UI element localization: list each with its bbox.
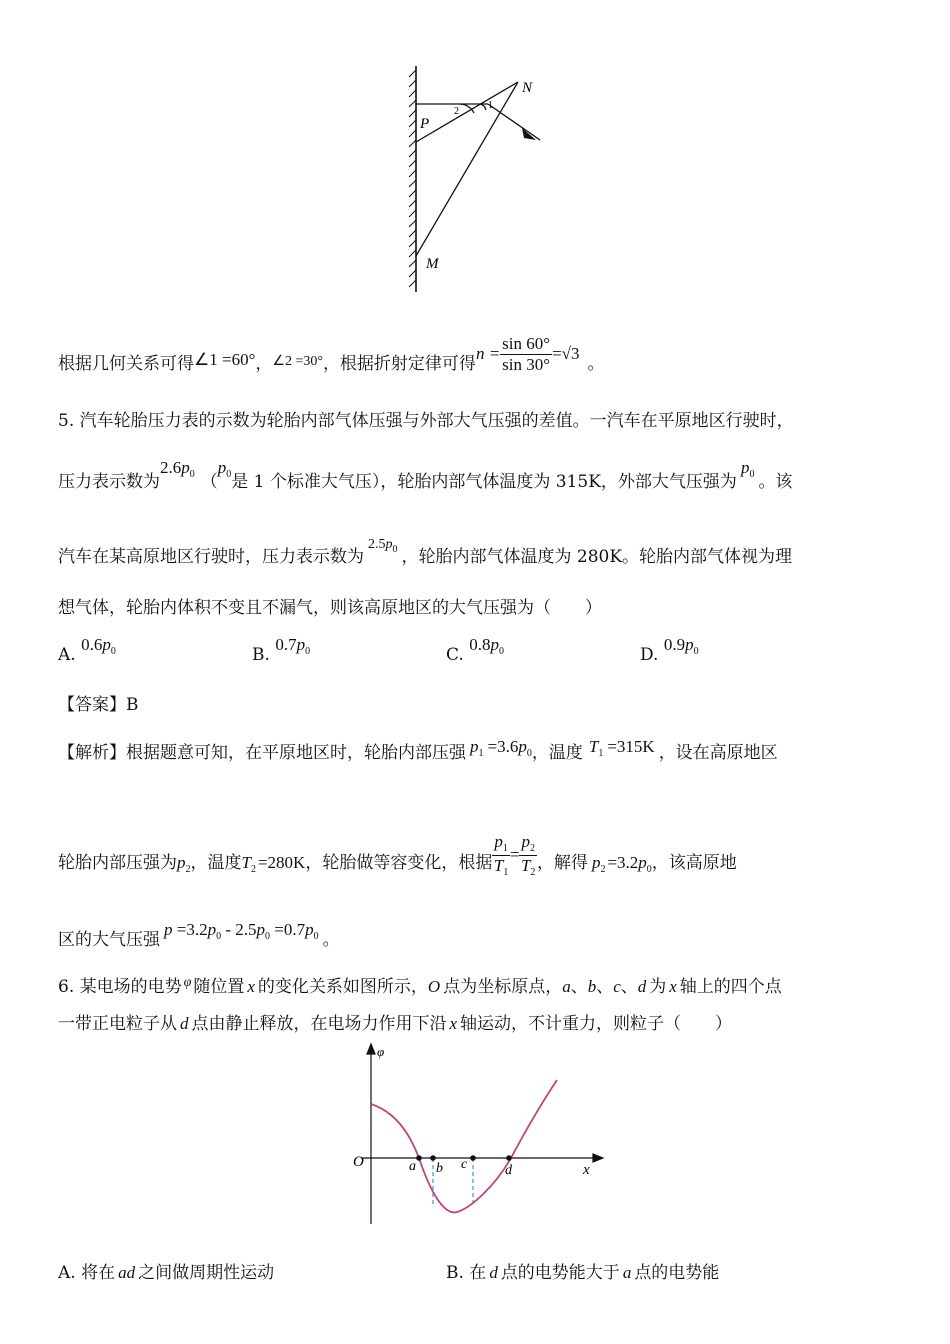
q5-option-c[interactable]: C. $0.8p_0$ (446, 635, 504, 665)
q6-option-b[interactable]: B. 在 d 点的电势能大于 a 点的电势能 (446, 1263, 720, 1283)
label-P: P (420, 116, 430, 132)
q6-line2: 一带正电粒子从 d 点由静止释放，在电场力作用下沿 x 轴运动，不计重力，则粒子（ ） (58, 1014, 733, 1034)
label-O: O (353, 1154, 364, 1170)
pressure-ratio-fraction: $\frac{p_1}{T_1}$ (493, 832, 509, 878)
label-N: N (522, 80, 533, 96)
label-M: M (426, 256, 439, 272)
label-x: x (583, 1162, 590, 1178)
potential-curve (371, 1080, 557, 1212)
analysis-line3: 区的大气压强$p =3.2p_0 - 2.5p_0 =0.7p_0$ 。 (58, 920, 340, 950)
analysis-line2: 轮胎内部压强为$p_2$，温度$T_2 =280K$，轮胎做等容变化，根据 $\frac{p_1}{T_1}$ = $\frac{p_2}{T_2}$ ，解得 $p_2 =3.2p_0$，该高原地 (58, 832, 737, 878)
q5-line3: 汽车在某高原地区行驶时，压力表示数为$^{2.5p_0}$ ，轮胎内部气体温度为 280K。轮胎内部气体视为理 (58, 537, 793, 567)
x-axis-arrow (593, 1154, 603, 1162)
arrow-head (522, 128, 536, 140)
q5-option-b[interactable]: B. $0.7p_0$ (252, 635, 311, 665)
q5-option-a[interactable]: A. $0.6p_0$ (58, 635, 116, 665)
label-phi: φ (377, 1044, 385, 1059)
phi-axis-arrow (367, 1044, 375, 1054)
q5-p26: $2.6p_0$ (160, 458, 195, 480)
prism-lines (416, 82, 540, 256)
q5-option-d[interactable]: D. $0.9p_0$ (640, 635, 699, 665)
label-b: b (436, 1161, 443, 1176)
label-d: d (505, 1163, 512, 1178)
q6-option-a[interactable]: A. 将在 ad 之间做周期性运动 (58, 1263, 275, 1283)
label-c: c (461, 1157, 468, 1172)
refraction-fraction: $\frac{\sin 60^\circ}{\sin 30^\circ}$ (502, 334, 551, 374)
q6-line1: 6. 某电场的电势 $^\varphi$ 随位置 x 的变化关系如图所示，O 点为坐标原点，a、b、c、d 为 x 轴上的四个点 (58, 975, 782, 997)
answer-line: 【答案】B (58, 695, 139, 715)
mirror-hatching (409, 66, 416, 292)
q5-line1: 5. 汽车轮胎压力表的示数为轮胎内部气体压强与外部大气压强的差值。一汽车在平原地区行驶时， (58, 411, 794, 431)
figure-mirror-diagram (400, 60, 560, 300)
figure-potential-curve (345, 1040, 615, 1230)
q5-p25: 2.5p0 (368, 537, 398, 555)
angle-line: 根据几何关系可得∠1 =60°，$^{\angle 2 =30^\circ}$，根据折射定律可得n = $\frac{\sin 60^\circ}{\sin 30^\circ}$ =√3。 (58, 334, 605, 374)
q5-line2: 压力表示数为$2.6p_0$ （$p_0$是 1 个标准大气压），轮胎内部气体温度为 315K，外部大气压强为$p_0$ 。该 (58, 458, 793, 492)
label-angle-2: 2 (454, 106, 459, 117)
label-angle-1: 1 (488, 100, 493, 111)
analysis-line1: 【解析】根据题意可知，在平原地区时，轮胎内部压强 $p_1 =3.6p_0$，温度 $T_1 =315K$ ，设在高原地区 (58, 737, 778, 763)
q5-line4: 想气体，轮胎内体积不变且不漏气，则该高原地区的大气压强为（ ） (58, 598, 602, 618)
label-a: a (409, 1159, 416, 1174)
